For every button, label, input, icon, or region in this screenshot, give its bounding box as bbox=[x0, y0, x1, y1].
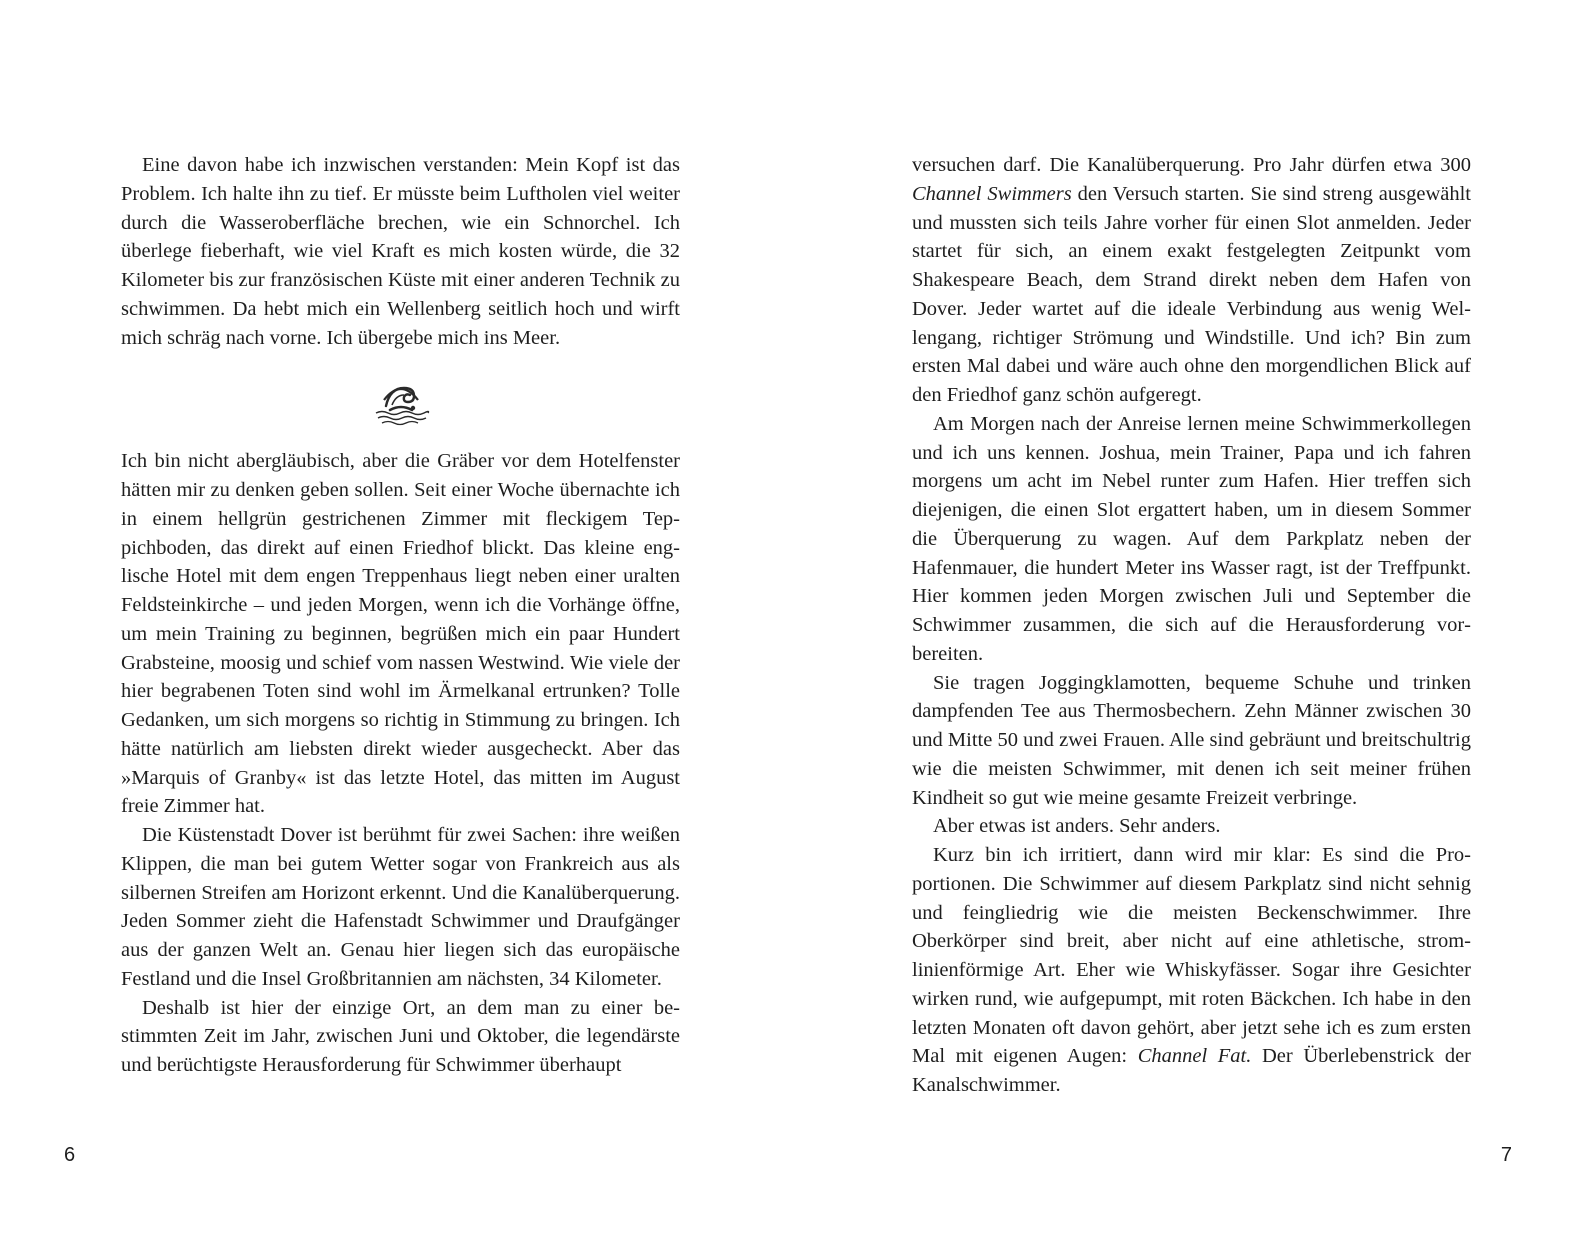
right-text-column bbox=[912, 151, 1471, 1100]
right-paragraph-1 bbox=[912, 151, 1471, 410]
section-break-ornament bbox=[121, 352, 680, 447]
wave-swimmer-icon bbox=[370, 374, 432, 426]
right-paragraph-5-text-a: Kurz bin ich irritiert, dann wird mir klar: Es sind die Proportionen. Die Schwimmer auf diesem Parkplatz sind nicht sehnig und feingliedrig wie die meisten Beckenschwimmer. Ihre Oberkörper sind breit, aber nicht auf eine athletische, stromlinienförmige Art. Eher wie Whiskyfässer. Sogar ihre Gesichter wirken rund, wie aufgepumpt, mit roten Bäckchen. Ich habe in den letzten Monaten oft davon gehört, aber jetzt sehe ich es zum ersten Mal mit eigenen Augen: bbox=[912, 844, 1471, 1068]
right-page bbox=[797, 0, 1594, 1240]
right-paragraph-5 bbox=[912, 841, 1471, 1100]
right-paragraph-5-text-c: Der Überlebenstrick der Kanalschwimmer. bbox=[912, 1045, 1472, 1096]
right-paragraph-1-text-a: versuchen darf. Die Kanalüberquerung. Pro Jahr dürfen etwa 300 bbox=[912, 154, 1471, 176]
left-paragraph-3: Die Küstenstadt Dover ist berühmt für zwei Sachen: ihre weißen Klippen, die man bei gutem Wetter sogar von Frankreich aus als silbernen Streifen am Horizont erkennt. Und die Kanalüberquerung. Jeden Sommer zieht die Hafenstadt Schwimmer und Draufgänger aus der ganzen Welt an. Genau hier liegen sich das europäische Festland und die Insel Großbritannien am nächsten, 34 Kilometer. bbox=[121, 824, 680, 990]
page-number-right: 7 bbox=[1500, 1144, 1512, 1166]
right-paragraph-4: Aber etwas ist anders. Sehr anders. bbox=[933, 815, 1221, 838]
left-text-column bbox=[121, 151, 680, 1080]
left-paragraph-1: Eine davon habe ich inzwischen verstanden: Mein Kopf ist das Problem. Ich halte ihn zu tief. Er müsste beim Luftholen viel weiter durch die Wasseroberfläche brechen, wie ein Schnorchel. Ich überlege fieberhaft, wie viel Kraft es mich kosten würde, die 32 Kilometer bis zur französischen Küste mit einer anderen Technik zu schwimmen. Da hebt mich ein Wellenberg seitlich hoch und wirft mich schräg nach vorne. Ich übergebe mich ins Meer. bbox=[121, 154, 680, 349]
right-paragraph-3: Sie tragen Joggingklamotten, bequeme Schuhe und trinken dampfenden Tee aus Thermosbechern. Zehn Männer zwischen 30 und Mitte 50 und zwei Frauen. Alle sind gebräunt und breitschultrig wie die meisten Schwimmer, mit denen ich seit meiner frühen Kindheit so gut wie meine gesamte Freizeit verbringe. bbox=[912, 671, 1471, 809]
right-paragraph-2: Am Morgen nach der Anreise lernen meine Schwimmerkollegen und ich uns kennen. Joshua, mein Trainer, Papa und ich fahren morgens um acht im Nebel runter zum Hafen. Hier treffen sich diejenigen, die einen Slot ergattert haben, um in diesem Sommer die Überquerung zu wagen. Auf dem Parkplatz neben der Hafenmauer, die hundert Meter ins Wasser ragt, ist der Treffpunkt. Hier kommen jeden Morgen zwischen Juli und September die Schwimmer zusammen, die sich auf die Herausforderung vorbereiten. bbox=[912, 412, 1471, 665]
left-paragraph-4: Deshalb ist hier der einzige Ort, an dem man zu einer bestimmten Zeit im Jahr, zwischen Juni und Oktober, die legendärste und berüchtigste Herausforderung für Schwimmer überhaupt bbox=[121, 996, 680, 1076]
right-paragraph-1-text-c: den Versuch starten. Sie sind streng ausgewählt und mussten sich teils Jahre vorher für einen Slot anmelden. Jeder startet für sich, an einem exakt festgelegten Zeitpunkt vom Shakespeare Beach, dem Strand direkt neben dem Hafen von Dover. Jeder wartet auf die ideale Verbindung aus wenig Wellengang, richtiger Strömung und Windstille. Und ich? Bin zum ersten Mal dabei und wäre auch ohne den morgendlichen Blick auf den Friedhof ganz schön aufgeregt. bbox=[912, 182, 1471, 406]
left-paragraph-2: Ich bin nicht abergläubisch, aber die Gräber vor dem Hotelfenster hätten mir zu denken geben sollen. Seit einer Woche übernachte ich in einem hellgrün gestrichenen Zimmer mit fleckigem Teppichboden, das direkt auf einen Friedhof blickt. Das kleine englische Hotel mit dem engen Treppenhaus liegt neben einer uralten Feldsteinkirche – und jeden Morgen, wenn ich die Vorhänge öffne, um mein Training zu beginnen, begrüßen mich ein paar Hundert Grabsteine, moosig und schief vom nassen Westwind. Wie viele der hier begrabenen Toten sind wohl im Ärmelkanal ertrunken? Tolle Gedanken, um sich morgens so richtig in Stimmung zu bringen. Ich hätte natürlich am liebsten direkt wieder ausgecheckt. Aber das »Marquis of Granby« ist das letzte Hotel, das mitten im August freie Zimmer hat. bbox=[121, 450, 680, 818]
page-number-left: 6 bbox=[64, 1144, 76, 1166]
channel-swimmers-italic: Channel Swimmers bbox=[912, 182, 1072, 205]
channel-fat-italic: Channel Fat. bbox=[1137, 1045, 1252, 1068]
